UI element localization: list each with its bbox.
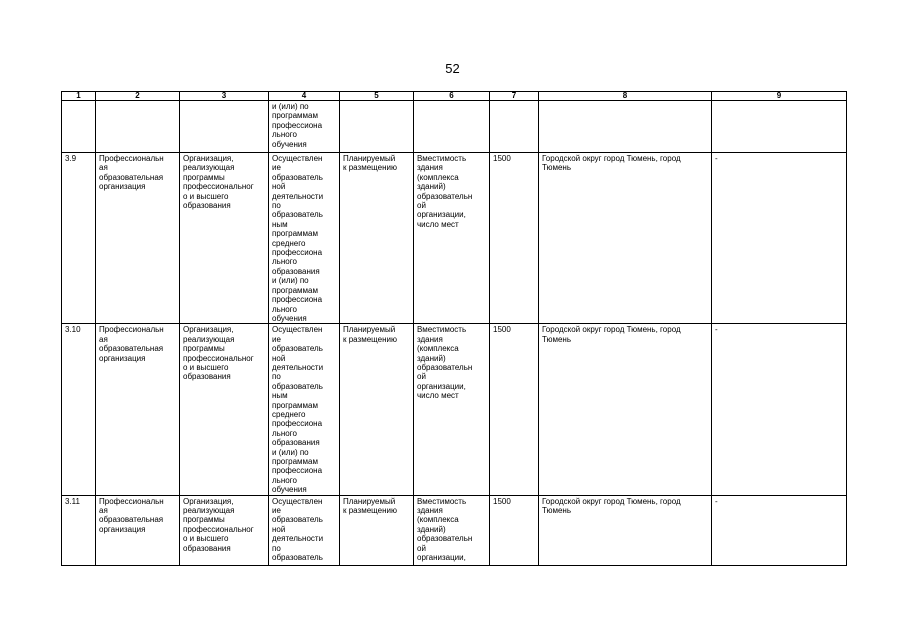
column-header: 5	[340, 92, 414, 101]
cell-text: Городской округ город Тюмень, город Тюмень	[542, 154, 681, 173]
cell-text: Осуществлен ие образователь ной деятельности по образователь ным программам среднего профессиона льного образования и (или) по программам профессиона льного обучения	[272, 154, 324, 323]
cell-text: Осуществлен ие образователь ной деятельности по образователь ным программам среднего профессиона льного образования и (или) по программам профессиона льного обучения	[272, 325, 324, 495]
cell-text: Планируемый к размещению	[343, 325, 397, 344]
table-cell	[180, 324, 269, 495]
cell-text: 1500	[493, 154, 511, 163]
table-cell	[414, 153, 490, 324]
table-cell	[340, 495, 414, 565]
table-row	[62, 324, 847, 495]
column-header: 3	[180, 92, 269, 101]
table-cell	[96, 324, 180, 495]
cell-text: Организация, реализующая программы профессиональног о и высшего образования	[183, 325, 254, 382]
document-table	[61, 91, 847, 566]
table-cell	[340, 324, 414, 495]
table-cell	[414, 324, 490, 495]
cell-text: Профессиональн ая образовательная организация	[99, 496, 164, 534]
table-cell	[490, 495, 539, 565]
cell-text: Профессиональн ая образовательная организация	[99, 154, 164, 192]
table-cell	[62, 495, 96, 565]
table-cell	[539, 495, 712, 565]
column-header: 2	[96, 92, 180, 101]
cell-text: 1500	[493, 496, 511, 506]
table-row	[62, 101, 847, 153]
table-cell	[490, 324, 539, 495]
cell-text: Городской округ город Тюмень, город Тюмень	[542, 496, 681, 516]
table-header-row	[62, 92, 847, 101]
cell-text: Планируемый к размещению	[343, 496, 397, 516]
cell-text: Городской округ город Тюмень, город Тюмень	[542, 325, 681, 344]
column-header: 9	[712, 92, 847, 101]
table-cell	[269, 101, 340, 153]
table-cell	[340, 153, 414, 324]
table-cell	[269, 495, 340, 565]
table-cell	[340, 101, 414, 153]
cell-text: Вместимость здания (комплекса зданий) образовательн ой организации, число мест	[417, 154, 473, 229]
table-cell	[62, 153, 96, 324]
table-cell	[180, 495, 269, 565]
column-header: 1	[62, 92, 96, 101]
page-number: 52	[445, 61, 460, 76]
cell-text: Профессиональн ая образовательная организация	[99, 325, 164, 363]
table-cell	[269, 153, 340, 324]
table-cell	[96, 153, 180, 324]
cell-text: Организация, реализующая программы профессиональног о и высшего образования	[183, 154, 254, 211]
cell-text: 3.11	[65, 496, 80, 506]
table-cell	[180, 101, 269, 153]
cell-text: 3.10	[65, 325, 81, 335]
table-cell	[712, 101, 847, 153]
cell-text: -	[715, 496, 718, 506]
table-cell	[414, 101, 490, 153]
table-cell	[539, 153, 712, 324]
table-cell	[62, 101, 96, 153]
table-cell	[490, 101, 539, 153]
table-cell	[96, 101, 180, 153]
table-cell	[62, 324, 96, 495]
table-cell	[712, 495, 847, 565]
cell-text: 1500	[493, 325, 511, 335]
cell-text: Осуществлен ие образователь ной деятельности по образователь	[272, 496, 324, 563]
table-cell	[269, 324, 340, 495]
cell-text: -	[715, 325, 718, 335]
table-cell	[539, 324, 712, 495]
cell-text: 3.9	[65, 154, 77, 163]
table-cell	[539, 101, 712, 153]
column-header: 4	[269, 92, 340, 101]
table-cell	[712, 153, 847, 324]
cell-text: Организация, реализующая программы профессиональног о и высшего образования	[183, 496, 254, 553]
column-header: 7	[490, 92, 539, 101]
cell-text: Планируемый к размещению	[343, 154, 397, 173]
table-cell	[96, 495, 180, 565]
cell-text: Вместимость здания (комплекса зданий) образовательн ой организации,	[417, 496, 473, 563]
table-cell	[712, 324, 847, 495]
table-row	[62, 495, 847, 565]
cell-text: Вместимость здания (комплекса зданий) образовательн ой организации, число мест	[417, 325, 473, 401]
table-cell	[490, 153, 539, 324]
column-header: 6	[414, 92, 490, 101]
cell-text: -	[715, 154, 718, 163]
table-cell	[414, 495, 490, 565]
table-cell	[180, 153, 269, 324]
cell-text: и (или) по программам профессиона льного обучения	[272, 102, 323, 149]
table-row	[62, 153, 847, 324]
column-header: 8	[539, 92, 712, 101]
